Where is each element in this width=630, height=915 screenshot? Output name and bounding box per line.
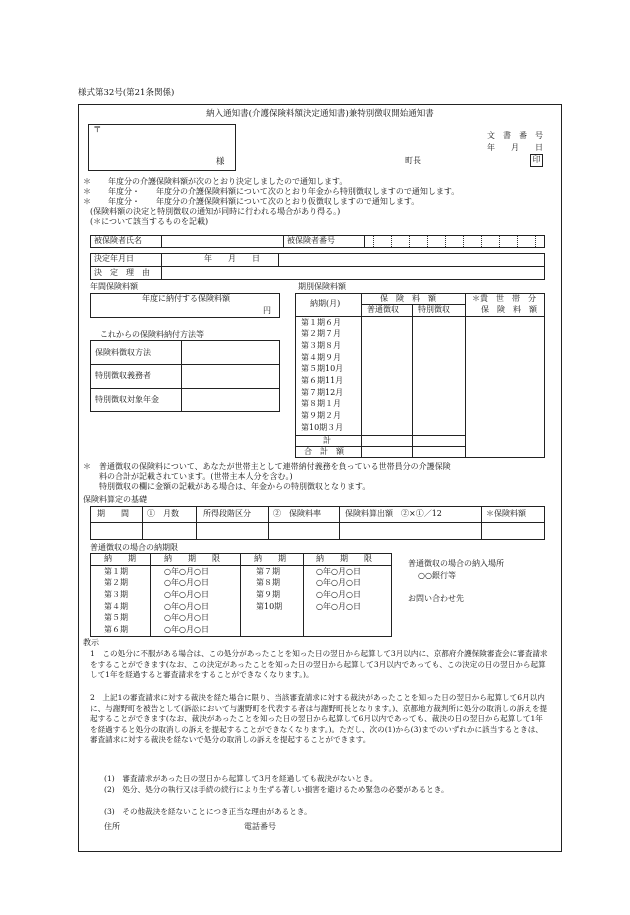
insured-name-label: 被保険者氏名 [94,236,142,245]
period-total: 合 計 額 [304,447,344,456]
basis-col-calc: 保険料算出額 ②×①／12 [345,509,442,518]
seal-mark: 印 [530,154,543,167]
payment-place-label: 普通徴収の場合の納入場所 [408,559,504,568]
basis-col-income: 所得段階区分 [203,509,251,518]
instruction-sub-1: (1) 審査請求があった日の翌日から起算して3月を経過しても裁決がないとき。 [104,774,378,783]
due-right-period: 第７期 [256,567,280,576]
household-note-2: 料の合計が記載されています。(世帯主本人分を含む。) [83,472,293,481]
period-row: 第９期２月 [301,411,341,420]
phone-label: 電話番号 [244,822,276,831]
period-row: 第１期６月 [301,318,341,327]
due-h-period-2: 納 期 [254,554,286,563]
household-note-3: 特別徴収の欄に金額の記載がある場合は、年金からの特別徴収となります。 [83,482,371,491]
basis-col-months: ① 月数 [147,509,179,518]
notice-text-1: 年度分の介護保険料額が次のとおり決定しましたので通知します。 [100,177,348,186]
decision-date-value: 年 月 日 [204,254,260,263]
period-col-household-1: ＊貴 世 帯 分 [472,294,536,303]
annual-unit: 円 [263,306,271,315]
due-left-period: 第３期 [104,590,128,599]
due-date: ○年○月○日 [164,602,209,611]
due-date: ○年○月○日 [164,567,209,576]
address-box [88,124,236,171]
period-col-household-2: 保 険 料 額 [481,305,537,314]
decision-date-label: 決定年月日 [94,254,134,263]
instructions-title: 教示 [83,638,99,647]
doc-number-label: 文 書 番 号 [487,131,543,140]
form-number: 様式第32号(第21条関係) [78,88,175,98]
due-left-period: 第４期 [104,602,128,611]
annual-header: 年度に納付する保険料額 [142,294,230,303]
period-col-normal: 普通徴収 [367,305,399,314]
instruction-paragraph-1: 1 この処分に不服がある場合は、この処分があったことを知った日の翌日から起算して3月以内に、京都府介護保険審査会に審査請求をすることができます(なお、この決定があったことを知った日の翌日から起算して3月以内であっても、この決定の日の翌日から起算して1年を経過すると審査請求をすることができなくなります。)。 [90,649,548,679]
method-row-2: 特別徴収義務者 [95,371,151,380]
method-row-1: 保険料徴収方法 [95,348,151,357]
period-row: 第２期７月 [301,329,341,338]
period-row: 第10期３月 [301,423,344,432]
notice-mark-3: ＊ [83,197,91,206]
basis-col-rate: ② 保険料率 [273,509,321,518]
due-date: ○年○月○日 [316,590,361,599]
notice-sub-2: (＊について該当するものを記載) [90,217,209,226]
notice-sub-1: (保険料額の決定と特別徴収の通知が同時に行われる場合があり得る。) [90,207,341,216]
decision-reason-label: 決 定 理 由 [94,268,150,277]
annual-section-label: 年間保険料額 [90,282,138,291]
due-date: ○年○月○日 [164,590,209,599]
sama-label: 様 [216,157,225,167]
notice-text-3: 年度分・ 年度分の介護保険料額について次のとおり仮徴収しますので通知します。 [100,197,420,206]
basis-section-label: 保険料算定の基礎 [83,495,147,504]
date-label: 年 月 日 [487,143,543,152]
period-col-special: 特別徴収 [418,305,450,314]
due-h-period-1: 納 期 [104,554,136,563]
due-date: ○年○月○日 [316,578,361,587]
period-row: 第７期12月 [301,388,344,397]
address-label: 住所 [104,822,120,831]
due-right-period: 第８期 [256,578,280,587]
period-row: 第３期８月 [301,341,341,350]
due-right-period: 第９期 [256,590,280,599]
instruction-paragraph-2: 2 上記1の審査請求に対する裁決を経た場合に限り、当該審査請求に対する裁決があったことを知った日の翌日から起算して6月以内に、与謝野町を被告として(訴訟において与謝野町を代表する者は与謝野町長となります。)、京都地方裁判所に処分の取消しの訴えを提起することができます(なお、裁決があったことを知った日の翌日から起算して6月以内であっても、裁決の日の翌日から起算して1年を経過すると処分の取消しの訴えを提起することができなくなります。)。ただし、次の(1)から(3)までのいずれかに該当するときは、審査請求に対する裁決を経ないで処分の取消しの訴えを提起することができます。 [90,693,548,744]
due-left-period: 第５期 [104,613,128,622]
basis-col-premium: ＊保険料額 [486,509,526,518]
due-section-label: 普通徴収の場合の納期限 [90,543,178,552]
due-h-limit-1: 納 期 限 [164,554,220,563]
period-row: 第５期10月 [301,364,344,373]
method-section-label: これからの保険料納付方法等 [100,330,204,339]
due-left-period: 第６期 [104,625,128,634]
postal-mark: 〒 [93,125,102,135]
period-section-label: 期別保険料額 [298,282,346,291]
due-left-period: 第２期 [104,578,128,587]
period-col-premium: 保 険 料 額 [380,294,436,303]
payment-place: ○○銀行等 [418,571,456,580]
basis-col-period: 期 間 [97,509,129,518]
period-row: 第６期11月 [301,376,344,385]
due-date: ○年○月○日 [164,578,209,587]
due-right-period: 第10期 [256,602,283,611]
inquiry-label: お問い合わせ先 [408,594,464,603]
document-title: 納入通知書(介護保険料額決定通知書)兼特別徴収開始通知書 [206,109,434,119]
due-date: ○年○月○日 [164,625,209,634]
period-row: 第４期９月 [301,353,341,362]
insured-number-label: 被保険者番号 [287,236,335,245]
due-date: ○年○月○日 [316,567,361,576]
instruction-sub-3: (3) その他裁決を経ないことにつき正当な理由があるとき。 [104,807,312,816]
due-date: ○年○月○日 [164,613,209,622]
notice-mark-2: ＊ [83,187,91,196]
issuer: 町長 [405,156,421,165]
period-subtotal: 計 [323,436,331,445]
notice-text-2: 年度分・ 年度分の介護保険料額について次のとおり年金から特別徴収しますので通知します。 [100,187,460,196]
due-h-limit-2: 納 期 限 [316,554,372,563]
household-note-1: ＊ 普通徴収の保険料について、あなたが世帯主として連帯納付義務を負っている世帯員分の介護保険 [83,462,451,471]
instruction-sub-2: (2) 処分、処分の執行又は手続の続行により生ずる著しい損害を避けるため緊急の必要があるとき。 [104,785,449,794]
notice-mark-1: ＊ [83,177,91,186]
due-date: ○年○月○日 [316,602,361,611]
period-col-period: 納期(月) [310,299,341,308]
due-left-period: 第１期 [104,567,128,576]
period-row: 第８期１月 [301,399,341,408]
method-row-3: 特別徴収対象年金 [95,395,159,404]
